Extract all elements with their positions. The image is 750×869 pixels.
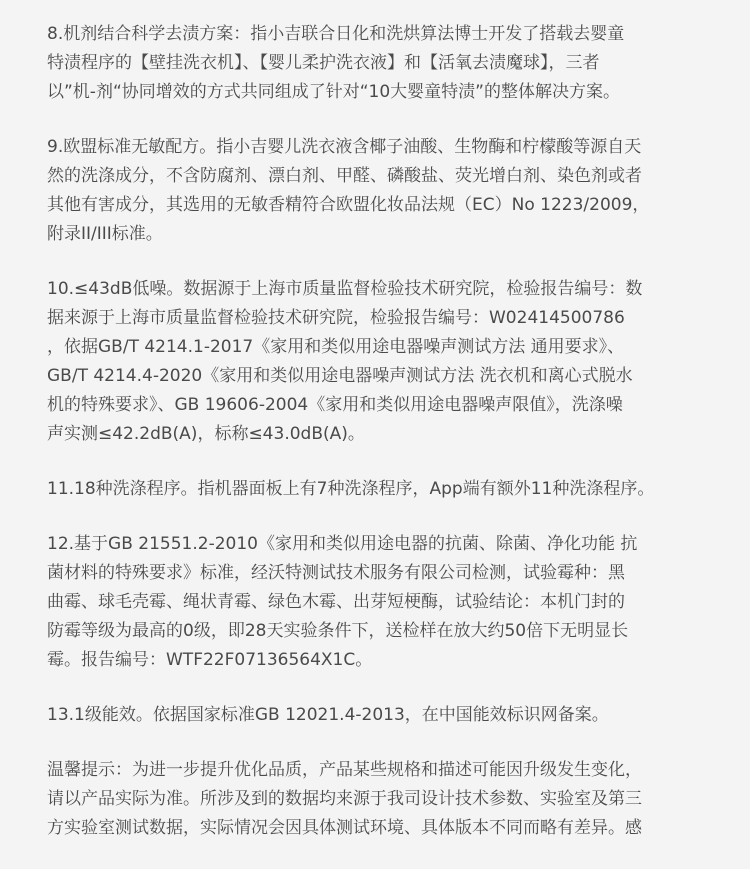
friendly-notice bbox=[47, 756, 710, 843]
footnote-12 bbox=[47, 530, 710, 675]
text-line: 曲霉、球毛壳霉、绳状青霉、绿色木霉、出芽短梗酶，试验结论：本机门封的 bbox=[47, 592, 625, 612]
text-line: 霉。报告编号：WTF22F07136564X1C。 bbox=[47, 650, 373, 670]
text-line: 以”机-剂“协同增效的方式共同组成了针对“10大婴童特渍”的整体解决方案。 bbox=[47, 82, 620, 102]
text-line: 11.18种洗涤程序。指机器面板上有7种洗涤程序，App端有额外11种洗涤程序。 bbox=[47, 479, 655, 499]
footnote-11 bbox=[47, 475, 710, 504]
text-line: 方实验室测试数据，实际情况会因具体测试环境、具体版本不同而略有差异。感 bbox=[47, 818, 642, 838]
text-line: 机的特殊要求》、GB 19606-2004《家用和类似用途电器噪声限值》，洗涤噪 bbox=[47, 395, 623, 415]
text-line: 特渍程序的【壁挂洗衣机】、【婴儿柔护洗衣液】和【活氧去渍魔球】，三者 bbox=[47, 53, 600, 73]
text-line: 12.基于GB 21551.2-2010《家用和类似用途电器的抗菌、除菌、净化功能 抗 bbox=[47, 534, 638, 554]
text-line: 温馨提示：为进一步提升优化品质，产品某些规格和描述可能因升级发生变化， bbox=[47, 760, 642, 780]
text-line: 其他有害成分，其选用的无敏香精符合欧盟化妆品法规（EC）No 1223/2009， bbox=[47, 195, 650, 215]
text-line: 10.≤43dB低噪。数据源于上海市质量监督检验技术研究院，检验报告编号：数 bbox=[47, 279, 643, 299]
text-line: 据来源于上海市质量监督检验技术研究院，检验报告编号：W02414500786 bbox=[47, 308, 625, 328]
text-line: 附录II/III标准。 bbox=[47, 224, 163, 244]
text-line: ，依据GB/T 4214.1-2017《家用和类似用途电器噪声测试方法 通用要求》、 bbox=[47, 337, 625, 357]
text-line: 9.欧盟标准无敏配方。指小吉婴儿洗衣液含椰子油酸、生物酶和柠檬酸等源自天 bbox=[47, 137, 642, 157]
text-line: 菌材料的特殊要求》标准，经沃特测试技术服务有限公司检测，试验霉种：黑 bbox=[47, 563, 625, 583]
text-line: 13.1级能效。依据国家标准GB 12021.4-2013，在中国能效标识网备案。 bbox=[47, 705, 609, 725]
text-line: GB/T 4214.4-2020《家用和类似用途电器噪声测试方法 洗衣机和离心式脱水 bbox=[47, 366, 633, 386]
footnote-9 bbox=[47, 133, 710, 249]
text-line: 然的洗涤成分，不含防腐剂、漂白剂、甲醛、磷酸盐、荧光增白剂、染色剂或者 bbox=[47, 166, 642, 186]
text-line: 请以产品实际为准。所涉及到的数据均来源于我司设计技术参数、实验室及第三 bbox=[47, 789, 642, 809]
footnote-10 bbox=[47, 275, 710, 449]
footnote-8 bbox=[47, 20, 710, 107]
text-line: 防霉等级为最高的0级，即28天实验条件下，送检样在放大约50倍下无明显长 bbox=[47, 621, 629, 641]
text-line: 声实测≤42.2dB(A)，标称≤43.0dB(A)。 bbox=[47, 424, 365, 444]
footnote-13 bbox=[47, 701, 710, 730]
text-line: 8.机剂结合科学去渍方案：指小吉联合日化和洗烘算法博士开发了搭载去婴童 bbox=[47, 24, 625, 44]
